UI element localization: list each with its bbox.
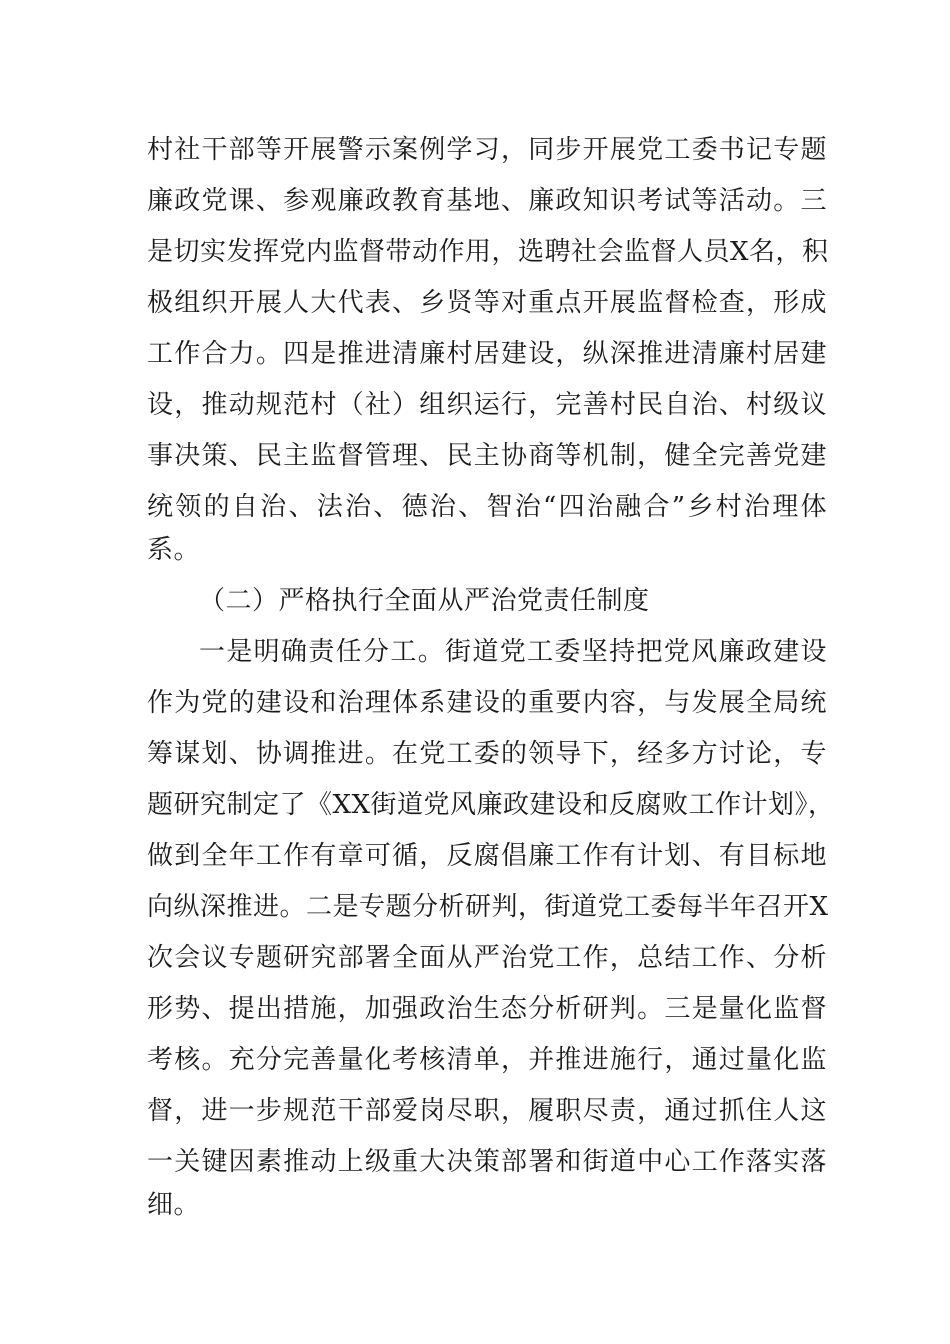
text-line: 村社干部等开展警示案例学习，同步开展党工委书记专题 bbox=[147, 135, 827, 165]
text-line: 向纵深推进。二是专题分析研判，街道党工委每半年召开X bbox=[147, 892, 829, 922]
text-line: 筹谋划、协调推进。在党工委的领导下，经多方讨论，专 bbox=[147, 739, 827, 769]
text-line: 是切实发挥党内监督带动作用，选聘社会监督人员X名，积 bbox=[147, 237, 829, 267]
text-line: 事决策、民主监督管理、民主协商等机制，健全完善党建 bbox=[147, 441, 827, 471]
text-line: 工作合力。四是推进清廉村居建设，纵深推进清廉村居建 bbox=[147, 339, 827, 369]
text-line: 细。 bbox=[147, 1190, 201, 1220]
text-line: 督，进一步规范干部爱岗尽职，履职尽责，通过抓住人这 bbox=[147, 1096, 827, 1126]
text-line: 作为党的建设和治理体系建设的重要内容，与发展全局统 bbox=[147, 688, 827, 718]
text-line: 考核。充分完善量化考核清单，并推进施行，通过量化监 bbox=[147, 1045, 827, 1075]
text-line: 形势、提出措施，加强政治生态分析研判。三是量化监督 bbox=[147, 994, 827, 1024]
text-line: 一关键因素推动上级重大决策部署和街道中心工作落实落 bbox=[147, 1147, 827, 1177]
text-line: 题研究制定了《XX街道党风廉政建设和反腐败工作计划》， bbox=[147, 790, 835, 820]
text-line: 极组织开展人大代表、乡贤等对重点开展监督检查，形成 bbox=[147, 288, 827, 318]
text-line: 统领的自治、法治、德治、智治“四治融合”乡村治理体 bbox=[147, 492, 827, 522]
text-line: 系。 bbox=[147, 535, 201, 565]
text-line: 一是明确责任分工。街道党工委坚持把党风廉政建设 bbox=[199, 637, 827, 667]
text-line: 次会议专题研究部署全面从严治党工作，总结工作、分析 bbox=[147, 943, 827, 973]
section-heading: （二）严格执行全面从严治党责任制度 bbox=[199, 586, 650, 616]
text-line: 廉政党课、参观廉政教育基地、廉政知识考试等活动。三 bbox=[147, 186, 827, 216]
text-line: 设，推动规范村（社）组织运行，完善村民自治、村级议 bbox=[147, 390, 827, 420]
text-line: 做到全年工作有章可循，反腐倡廉工作有计划、有目标地 bbox=[147, 841, 827, 871]
